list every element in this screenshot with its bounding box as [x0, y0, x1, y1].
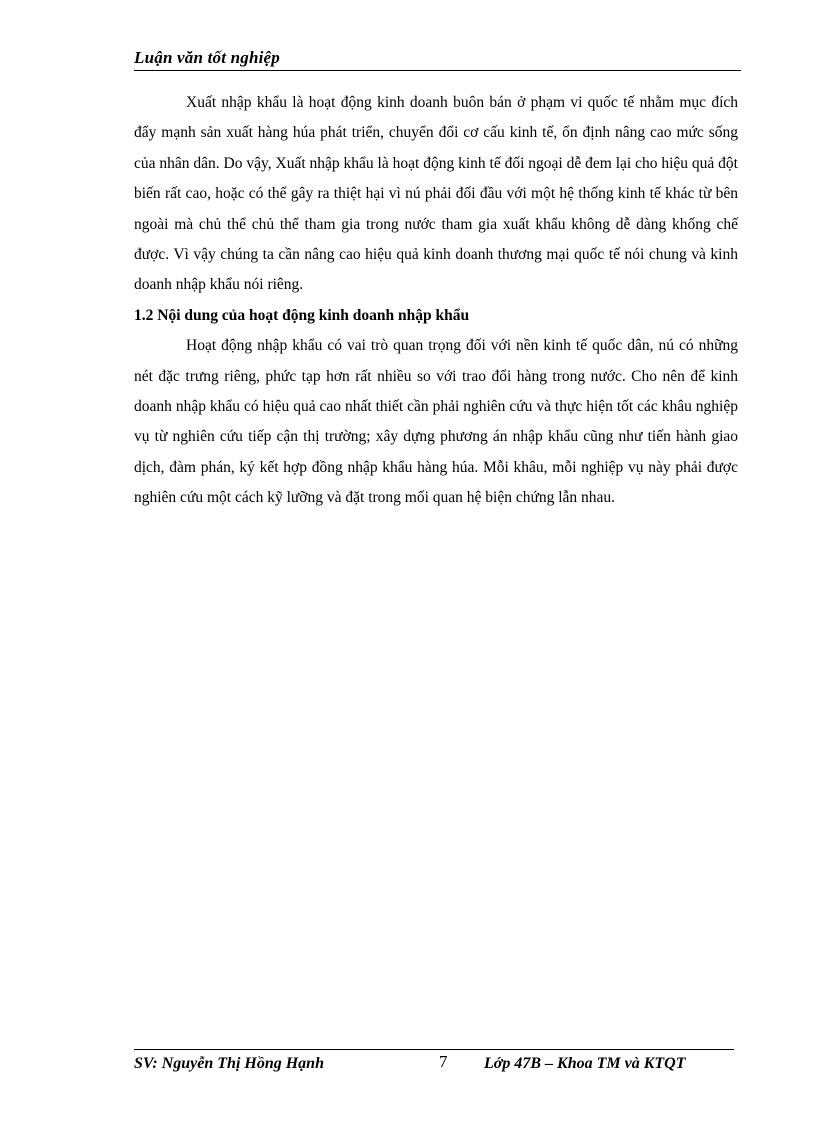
- section-heading: 1.2 Nội dung của hoạt động kinh doanh nhập khẩu: [134, 306, 470, 324]
- header-divider: [134, 70, 741, 71]
- footer-student-name: SV: Nguyễn Thị Hồng Hạnh: [134, 1055, 324, 1072]
- document-body: [134, 88, 738, 514]
- body-paragraph-2: Hoạt động nhập khẩu có vai trò quan trọng đối với nền kinh tế quốc dân, nú có những nét đặc trưng riêng, phức tạp hơn rất nhiều so với trao đổi hàng trong nước. Cho nên để kinh doanh nhập khẩu có hiệu quả cao nhất thiết cần phải nghiên cứu và thực hiện tốt các khâu nghiệp vụ từ nghiên cứu tiếp cận thị trường; xây dựng phương án nhập khẩu cũng như tiến hành giao dịch, đàm phán, ký kết hợp đồng nhập khẩu hàng húa. Mỗi khâu, mỗi nghiệp vụ này phải được nghiên cứu một cách kỹ lưỡng và đặt trong mối quan hệ biện chứng lẫn nhau.: [134, 337, 738, 507]
- footer-class-info: Lớp 47B – Khoa TM và KTQT: [484, 1055, 686, 1072]
- document-header-title: Luận văn tốt nghiệp: [134, 48, 280, 67]
- footer-divider: [134, 1049, 734, 1050]
- body-paragraph-1: Xuất nhập khẩu là hoạt động kinh doanh buôn bán ở phạm vi quốc tế nhằm mục đích đẩy mạnh sản xuất hàng húa phát triển, chuyển đổi cơ cấu kinh tế, ổn định nâng cao mức sống của nhân dân. Do vậy, Xuất nhập khẩu là hoạt động kinh tế đối ngoại dễ đem lại cho hiệu quả đột biến rất cao, hoặc có thể gây ra thiệt hại vì nú phải đối đầu với một hệ thống kinh tế khác từ bên ngoài mà chủ thể chủ thể tham gia trong nước tham gia xuất khẩu không dễ dàng khống chế được. Vì vậy chúng ta cần nâng cao hiệu quả kinh doanh thương mại quốc tế nói chung và kinh doanh nhập khẩu nói riêng.: [134, 94, 738, 294]
- footer-page-number: 7: [439, 1052, 448, 1071]
